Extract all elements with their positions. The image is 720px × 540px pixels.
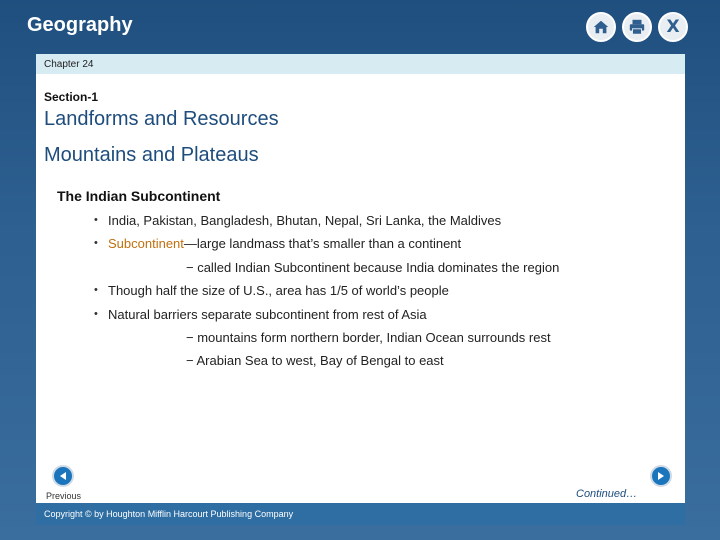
next-label[interactable]: Next bbox=[652, 491, 671, 501]
close-button[interactable] bbox=[658, 12, 688, 42]
page-subtitle: Mountains and Plateaus bbox=[44, 144, 259, 166]
app-title: Geography bbox=[27, 14, 133, 36]
key-term: Subcontinent bbox=[108, 236, 184, 251]
sub-line: − called Indian Subcontinent because India dominates the region bbox=[186, 260, 560, 275]
previous-button[interactable] bbox=[52, 465, 74, 487]
sub-line: − Arabian Sea to west, Bay of Bengal to east bbox=[186, 353, 444, 368]
previous-label[interactable]: Previous bbox=[46, 491, 82, 501]
close-icon: X bbox=[666, 17, 680, 37]
page-title: Landforms and Resources bbox=[44, 108, 279, 130]
slide-content bbox=[36, 74, 685, 503]
bullet-line: • India, Pakistan, Bangladesh, Bhutan, Nepal, Sri Lanka, the Maldives bbox=[108, 213, 501, 228]
next-button[interactable] bbox=[650, 465, 672, 487]
topic-heading: The Indian Subcontinent bbox=[57, 188, 221, 204]
header-toolbar bbox=[586, 12, 688, 42]
sub-line: − mountains form northern border, Indian Ocean surrounds rest bbox=[186, 330, 551, 345]
copyright-footer: Copyright © by Houghton Mifflin Harcourt Publishing Company bbox=[36, 503, 685, 525]
chapter-label: Chapter 24 bbox=[36, 54, 685, 74]
bullet-line bbox=[108, 236, 461, 251]
bullet-line: • Natural barriers separate subcontinent from rest of Asia bbox=[108, 307, 427, 322]
arrow-left-icon bbox=[58, 471, 68, 481]
home-icon bbox=[592, 18, 610, 36]
section-label: Section-1 bbox=[44, 90, 99, 104]
continued-label: Continued… bbox=[576, 488, 638, 500]
bullet-line: • Though half the size of U.S., area has 1/5 of world’s people bbox=[108, 283, 449, 298]
home-button[interactable] bbox=[586, 12, 616, 42]
print-button[interactable] bbox=[622, 12, 652, 42]
definition-text: —large landmass that’s smaller than a continent bbox=[183, 236, 462, 251]
arrow-right-icon bbox=[656, 471, 666, 481]
print-icon bbox=[628, 18, 646, 36]
